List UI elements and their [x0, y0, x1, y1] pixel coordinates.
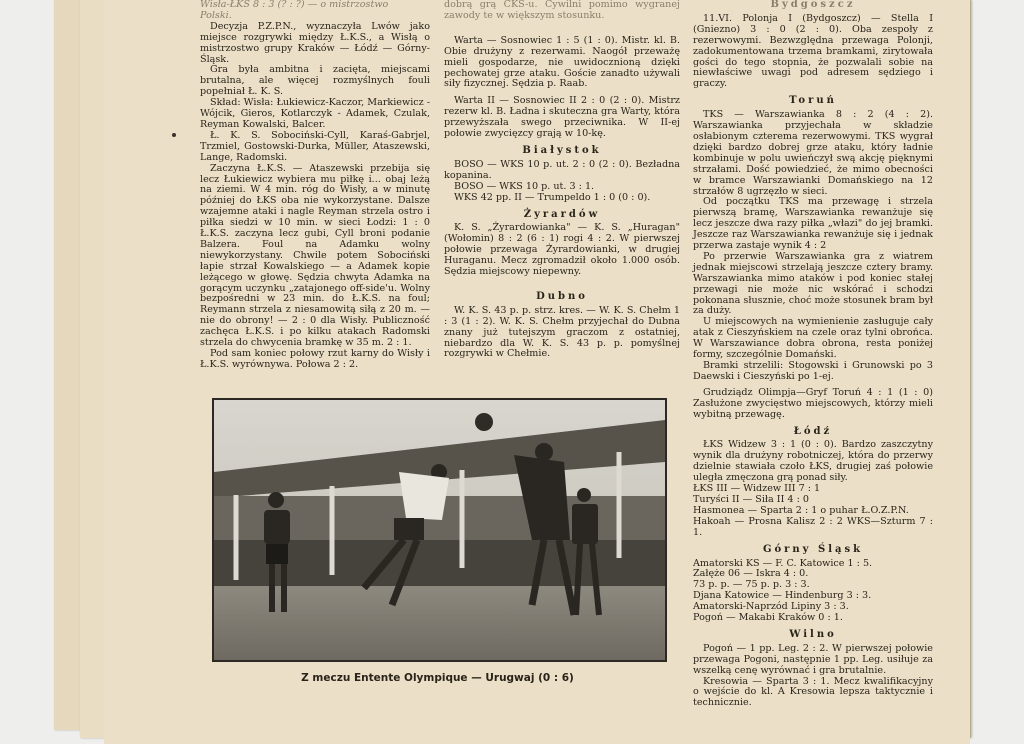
section-heading-bialystok: Białystok	[522, 144, 602, 156]
col3-paragraph: ŁKS Widzew 3 : 1 (0 : 0). Bardzo zaszczytny wynik dla drużyny robotniczej, która do przerwy dzielnie stawiała czoło ŁKS, drugiej zaś połowie uległa zmęczona grą ponad siły.	[693, 439, 933, 484]
col2-paragraph: Warta — Sosnowiec 1 : 5 (1 : 0). Mistr. kl. B. Obie drużyny z rezerwami. Naogół przeważę mieli gospodarze, nie uwidocznioną dzięki pechowatej grze ataku. Goście zanadto używali siły fizycznej. Sędzia p. Raab.	[444, 34, 680, 90]
col3-paragraph: Pogoń — 1 pp. Leg. 2 : 2. W pierwszej połowie przewaga Pogoni, następnie 1 pp. Leg. usiłuje za wszelką cenę wyrównać i gra brutalnie.	[693, 642, 933, 676]
col1-paragraph: Pod sam koniec połowy rzut karny do Wisły i Ł.K.S. wyrównywa. Połowa 2 : 2.	[200, 348, 430, 370]
section-heading-dubno: Dubno	[536, 290, 588, 302]
col2-top-cut: dobrą grą CKS-u. Cywilni pomimo wygranej zawody te w większym stosunku.	[444, 0, 680, 21]
result-line: 73 p. p. — 75 p. p. 3 : 3.	[693, 579, 810, 591]
result-line: Hakoah — Prosna Kalisz 2 : 2 WKS—Szturm 7 : 1.	[693, 515, 933, 538]
section-heading-lodz: Łódź	[793, 425, 833, 437]
result-line: Djana Katowice — Hindenburg 3 : 3.	[693, 590, 872, 602]
col2-paragraph: BOSO — WKS 10 p. ut. 2 : 0 (2 : 0). Bezładna kopanina.	[444, 158, 680, 181]
col3-paragraph: 11.VI. Polonja I (Bydgoszcz) — Stella I (Gniezno) 3 : 0 (2 : 0). Oba zespoły z rezerwowymi. Bezwzględna przewaga Polonji, zadokumentowana trzema bramkami, zirytowała gości do tego stopnia, że pozwalali sobie na niewłaściwe uwagi pod adresem sędziego i graczy.	[693, 12, 933, 90]
photo-caption: Z meczu Entente Olympique — Urugwaj (0 : 6)	[301, 672, 574, 684]
section-heading-bydgoszcz: Bydgoszcz	[770, 0, 856, 10]
col1-top-cut: Wisła-ŁKS 8 : 3 (? : ?) — o mistrzostwo	[200, 0, 389, 10]
col1-paragraph: Zaczyna Ł.K.S. — Ataszewski przebija się lecz Łukiewicz wybiera mu piłkę i... obaj leżą na ziemi. W 4 min. róg do Wisły, a w minutę później do ŁKS oba nie wykorzystane. Dalsze wzajemne ataki i nagle Reyman strzela ostro i piłka siedzi w 10 min. w sieci Łodzi: 1 : 0 Ł.K.S. zaczyna lecz gubi, Cyll broni podanie Balzera. Foul na Adamku wolny niewykorzystany. Chwile potem Sobociński łapie strzał Kowalskiego — a Adamek kopie leżącego w głowę. Sędzia chwyta Adamka na gorącym uczynku „zatajonego off-side'u. Wolny bezpośredni w 23 min. do Ł.K.S. na foul; Reymann strzela z niesamowitą siłą z 20 m. — nie do obrony! — 2 : 0 dla Wisły. Publiczność zachęca Ł.K.S. i po kilku atakach Radomski strzela do chwycenia bramkę w 35 m. 2 : 1.	[200, 162, 430, 349]
column-middle	[444, 0, 680, 360]
col3-paragraph: Kresowia — Sparta 3 : 1. Mecz kwalifikacyjny o wejście do kl. A Kresowia lepsza taktycznie i technicznie.	[693, 675, 933, 709]
section-heading-gorny-slask: Górny Śląsk	[762, 543, 864, 555]
margin-dot	[172, 133, 176, 137]
col3-paragraph: Od początku TKS ma przewagę i strzela pierwszą bramę, Warszawianka rewanżuje się lecz jeszcze dwa razy piłka „włazi" do jej bramki. Jeszcze raz Warszawianka rewanżuje się i jednak przerwa zastaje wynik 4 : 2	[693, 196, 933, 252]
col2-paragraph: K. S. „Żyrardowianka" — K. S. „Huragan" (Wołomin) 8 : 2 (6 : 1) rogi 4 : 2. W pierwszej połowie przewaga Żyrardowianki, w drugiej Huraganu. Mecz zgromadził około 1.000 osób. Sędzia miejscowy niepewny.	[444, 222, 680, 278]
result-line: Turyści II — Siła II 4 : 0	[693, 493, 809, 505]
col1-paragraph: Ł. K. S. Sobociński-Cyll, Karaś-Gabrjel, Trzmiel, Gostowski-Durka, Müller, Ataszewski, Lange, Radomski.	[200, 129, 430, 163]
col1-paragraph: Decyzja P.Z.P.N., wyznaczyła Lwów jako miejsce rozgrywki między Ł.K.S., a Wisłą o mistrzostwo grupy Kraków — Łódź — Górny-Śląsk.	[200, 20, 430, 65]
col1-paragraph: Gra była ambitna i zacięta, miejscami brutalna, ale więcej rozmyślnych fouli popełniał Ł. K. S.	[200, 64, 430, 98]
section-heading-zyrardow: Żyrardów	[523, 208, 601, 220]
col3-paragraph: U miejscowych na wymienienie zasługuje cały atak z Cieszyńskiem na czele oraz tylni obrońca. W Warszawiance dobra obrona, resta poniżej formy, szczególnie Domański.	[693, 316, 933, 361]
column-left	[200, 0, 430, 371]
result-line: Hasmonea — Sparta 2 : 1 o puhar Ł.O.Z.P.N.	[693, 504, 909, 516]
result-line: Amatorski KS — F. C. Katowice 1 : 5.	[693, 557, 873, 569]
col3-paragraph: Grudziądz Olimpja—Gryf Toruń 4 : 1 (1 : 0) Zasłużone zwycięstwo miejscowych, którzy mieli wybitną przewagę.	[693, 386, 933, 420]
section-heading-wilno: Wilno	[789, 628, 837, 640]
col2-paragraph: Warta II — Sosnowiec II 2 : 0 (2 : 0). Mistrz rezerw kl. B. Ładna i skuteczna gra Warty, która przewyższała swego przeciwnika. W II-ej połowie zwycięzcy grają w 10-kę.	[444, 95, 680, 140]
col1-paragraph: Skład: Wisła: Łukiewicz-Kaczor, Markiewicz - Wójcik, Gieros, Kotlarczyk - Adamek, Czulak, Reyman Kowalski, Balcer.	[200, 97, 430, 130]
col1-top-cut2: Polski.	[200, 9, 232, 21]
result-line: ŁKS III — Widzew III 7 : 1	[693, 483, 821, 495]
col3-paragraph: Bramki strzelili: Stogowski i Grunowski po 3 Daewski i Cieszyński po 1-ej.	[693, 360, 933, 382]
col2-paragraph: BOSO — WKS 10 p. ut. 3 : 1.	[454, 180, 595, 192]
col3-paragraph: Po przerwie Warszawianka gra z wiatrem jednak miejscowi strzelają jeszcze cztery bramy. Warszawianka mimo ataków i pod koniec stałej przewagi nie może nic wskórać i schodzi pokonana słusznie, choć może stosunek bram był za duży.	[693, 250, 933, 317]
ball	[475, 413, 493, 431]
result-line: Załęże 06 — Iskra 4 : 0.	[693, 568, 809, 580]
col2-paragraph: W. K. S. 43 p. p. strz. kres. — W. K. S. Chełm 1 : 3 (1 : 2). W. K. S. Chełm przyjechał do Dubna znany już tutejszym graczom z ostatniej, niebardzo dla W. K. S. 43 p. p. pomyślnej rozgrywki w Chełmie.	[444, 304, 680, 360]
football-match-photo	[214, 400, 665, 660]
section-heading-torun: Toruń	[789, 95, 837, 107]
col3-paragraph: TKS — Warszawianka 8 : 2 (4 : 2). Warszawianka przyjechała w składzie osłabionym czterema rezerwowymi. TKS wygrał dzięki bardzo dobrej grze ataku, który ładnie kombinuje w polu uwieńczył swą akcję pięknymi strzałami. Dość powiedzieć, że mimo obecności w bramce Warszawianki Domańskiego na 12 strzałów 8 ugrzęzło w sieci.	[693, 109, 933, 197]
match-photograph	[212, 398, 667, 662]
col2-paragraph: WKS 42 pp. II — Trumpeldo 1 : 0 (0 : 0).	[454, 191, 651, 203]
column-right	[693, 0, 933, 709]
result-line: Amatorski-Naprzód Lipiny 3 : 3.	[693, 601, 849, 613]
result-line: Pogoń — Makabi Kraków 0 : 1.	[693, 612, 843, 624]
